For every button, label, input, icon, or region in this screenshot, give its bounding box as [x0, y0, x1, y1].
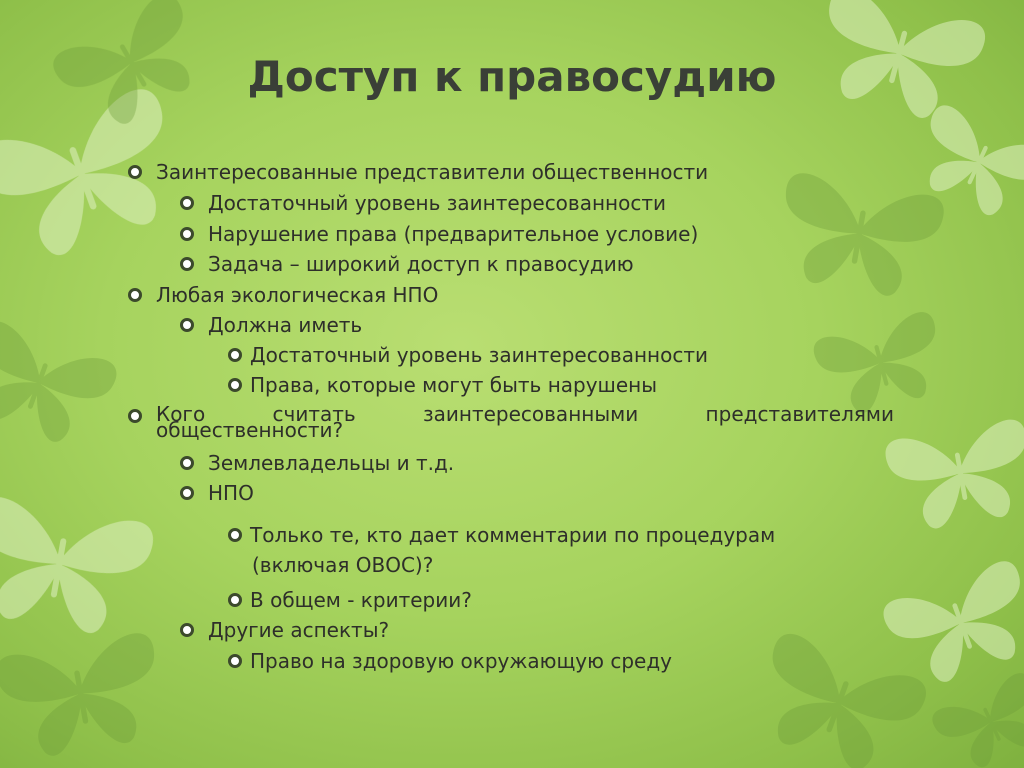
list-item: [180, 481, 254, 505]
list-item-text: (включая ОВОС)?: [252, 553, 434, 577]
circle-bullet-icon: [180, 486, 194, 500]
list-item: [228, 588, 472, 612]
list-item: [180, 451, 454, 475]
circle-bullet-icon: [128, 409, 142, 423]
list-item-text: Кого считать заинтересованными представителями общественности?: [156, 402, 894, 442]
list-item: [228, 343, 708, 367]
list-item-continuation: [252, 553, 433, 577]
circle-bullet-icon: [180, 257, 194, 271]
list-item: [180, 222, 698, 246]
circle-bullet-icon: [228, 378, 242, 392]
list-item-text: Заинтересованные представители общественности: [156, 160, 709, 184]
list-item: [128, 160, 708, 184]
list-item: [228, 649, 672, 673]
list-item: [180, 618, 389, 642]
circle-bullet-icon: [228, 528, 242, 542]
list-item-text: Право на здоровую окружающую среду: [250, 649, 672, 673]
circle-bullet-icon: [228, 654, 242, 668]
list-item-text: Должна иметь: [208, 313, 363, 337]
list-item: [228, 373, 657, 397]
list-item: [180, 191, 666, 215]
list-item: [180, 252, 634, 276]
circle-bullet-icon: [128, 288, 142, 302]
list-item-text: Права, которые могут быть нарушены: [250, 373, 658, 397]
circle-bullet-icon: [228, 348, 242, 362]
circle-bullet-icon: [128, 165, 142, 179]
slide-title: Доступ к правосудию: [247, 52, 777, 101]
circle-bullet-icon: [180, 227, 194, 241]
list-item-text: Землевладельцы и т.д.: [208, 451, 455, 475]
list-item: [228, 523, 775, 547]
circle-bullet-icon: [180, 196, 194, 210]
list-item-text: Другие аспекты?: [208, 618, 390, 642]
list-item-text: Достаточный уровень заинтересованности: [250, 343, 708, 367]
circle-bullet-icon: [180, 456, 194, 470]
circle-bullet-icon: [180, 318, 194, 332]
list-item: [128, 402, 894, 442]
circle-bullet-icon: [228, 593, 242, 607]
list-item-text: Любая экологическая НПО: [156, 283, 439, 307]
list-item: [180, 313, 362, 337]
list-item-text: Достаточный уровень заинтересованности: [208, 191, 666, 215]
list-item-text: Задача – широкий доступ к правосудию: [208, 252, 634, 276]
list-item-text: НПО: [208, 481, 254, 505]
circle-bullet-icon: [180, 623, 194, 637]
list-item-text: Нарушение права (предварительное условие): [208, 222, 699, 246]
list-item-text: Только те, кто дает комментарии по процедурам: [250, 523, 776, 547]
list-item-text: В общем - критерии?: [250, 588, 472, 612]
list-item: [128, 283, 438, 307]
